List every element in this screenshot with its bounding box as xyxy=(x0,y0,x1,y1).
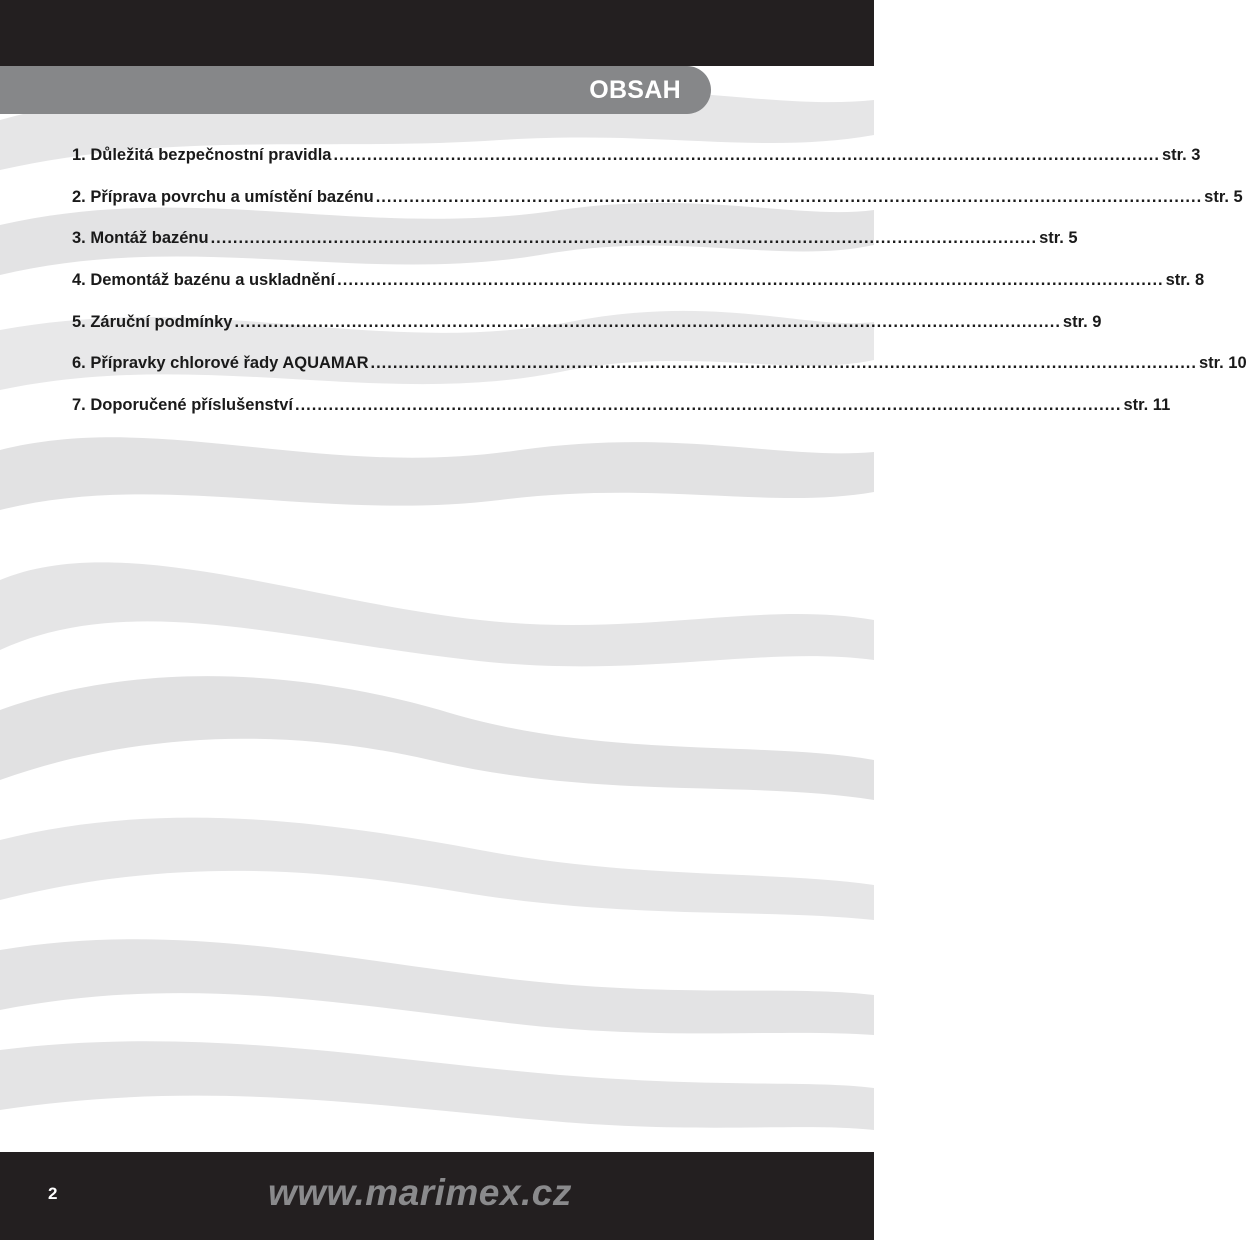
toc-leader-dots: .................................................................................................................................................... xyxy=(337,271,1164,290)
toc-entry[interactable] xyxy=(72,396,1171,438)
toc-entry[interactable] xyxy=(72,271,1205,313)
toc-entry-page: str. 5 xyxy=(1039,229,1078,248)
toc-entry-title: 5. Záruční podmínky xyxy=(72,312,233,331)
toc-leader-dots: .................................................................................................................................................... xyxy=(333,146,1160,164)
wave-band xyxy=(0,1041,874,1130)
toc-entry[interactable] xyxy=(72,312,1102,355)
section-title-tab xyxy=(0,66,711,114)
toc-entry[interactable] xyxy=(72,354,1247,396)
wave-band xyxy=(0,818,874,920)
website-link[interactable]: www.marimex.cz xyxy=(268,1172,572,1213)
toc-entry-title: 1. Důležitá bezpečnostní pravidla xyxy=(72,146,332,164)
wave-band xyxy=(0,676,874,800)
toc-entry[interactable] xyxy=(72,187,1243,230)
section-title: OBSAH xyxy=(589,76,681,104)
toc-leader-dots: .................................................................................................................................................... xyxy=(375,187,1203,206)
toc-entry-title: 2. Příprava povrchu a umístění bazénu xyxy=(72,187,374,206)
page-number: 2 xyxy=(48,1184,58,1203)
toc-entry-page: str. 9 xyxy=(1062,312,1102,331)
wave-band xyxy=(0,939,874,1035)
toc-entry[interactable] xyxy=(72,146,1201,188)
top-band xyxy=(0,0,874,66)
toc-entry-page: str. 5 xyxy=(1204,187,1243,206)
toc-leader-dots: .................................................................................................................................................... xyxy=(370,354,1197,373)
toc-entry-title: 6. Přípravky chlorové řady AQUAMAR xyxy=(72,354,369,373)
toc-entry-page: str. 8 xyxy=(1165,271,1205,290)
toc-entry-page: str. 10 xyxy=(1198,354,1247,373)
wave-band xyxy=(0,562,874,666)
toc-entry-page: str. 11 xyxy=(1123,396,1171,415)
footer-bar xyxy=(0,1152,874,1240)
toc-leader-dots: .................................................................................................................................................... xyxy=(294,396,1122,415)
toc-leader-dots: .................................................................................................................................................... xyxy=(234,312,1061,331)
toc-entry[interactable] xyxy=(72,229,1078,271)
toc-entry-page: str. 3 xyxy=(1161,146,1201,164)
table-of-contents xyxy=(72,146,1247,438)
toc-leader-dots: .................................................................................................................................................... xyxy=(210,229,1038,248)
toc-entry-title: 7. Doporučené příslušenství xyxy=(72,396,293,415)
toc-entry-title: 4. Demontáž bazénu a uskladnění xyxy=(72,271,336,290)
wave-band xyxy=(0,437,874,510)
toc-entry-title: 3. Montáž bazénu xyxy=(72,229,209,248)
